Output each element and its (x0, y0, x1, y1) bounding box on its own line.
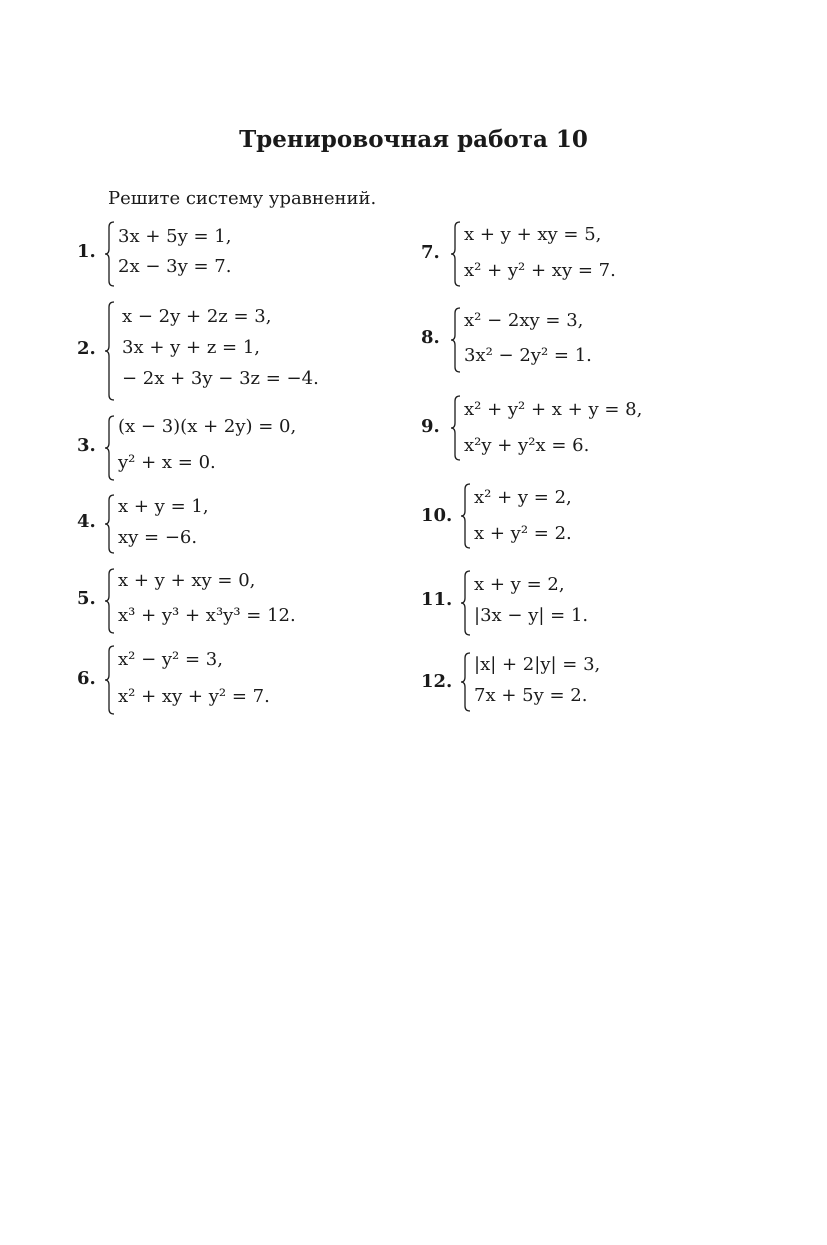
left-brace-icon (104, 221, 116, 287)
equation: x² + y² + x + y = 8, (464, 399, 643, 420)
equation: 7x + 5y = 2. (474, 685, 588, 706)
equation: x + y² = 2. (474, 523, 572, 544)
equation: x + y = 2, (474, 574, 565, 595)
equation: y² + x = 0. (118, 452, 216, 473)
problem-number: 4. (77, 511, 96, 532)
problem-number: 8. (421, 327, 440, 348)
equation: x² + y² + xy = 7. (464, 260, 616, 281)
problem-number: 9. (421, 416, 440, 437)
problem-number: 1. (77, 241, 96, 262)
instruction-text: Решите систему уравнений. (108, 188, 377, 209)
problem-number: 12. (421, 671, 453, 692)
left-brace-icon (104, 645, 116, 715)
left-brace-icon (104, 494, 116, 554)
equation: x² + xy + y² = 7. (118, 686, 270, 707)
left-brace-icon (460, 570, 472, 636)
equation: |3x − y| = 1. (474, 605, 589, 626)
equation: |x| + 2|y| = 3, (474, 654, 601, 675)
problem-number: 7. (421, 242, 440, 263)
problem-number: 11. (421, 589, 453, 610)
left-brace-icon (104, 415, 116, 481)
equation: 2x − 3y = 7. (118, 256, 232, 277)
equation: (x − 3)(x + 2y) = 0, (118, 416, 297, 437)
equation: xy = −6. (118, 527, 198, 548)
equation: x − 2y + 2z = 3, (122, 306, 272, 327)
problem-number: 3. (77, 435, 96, 456)
left-brace-icon (450, 395, 462, 461)
left-brace-icon (460, 652, 472, 712)
left-brace-icon (104, 568, 116, 634)
problem-number: 2. (77, 338, 96, 359)
problem-number: 10. (421, 505, 453, 526)
equation: 3x + 5y = 1, (118, 226, 232, 247)
equation: x + y + xy = 0, (118, 570, 256, 591)
equation: x² + y = 2, (474, 487, 572, 508)
equation: x² − 2xy = 3, (464, 310, 584, 331)
equation: x²y + y²x = 6. (464, 435, 590, 456)
page-title: Тренировочная работа 10 (239, 126, 588, 153)
equation: 3x + y + z = 1, (122, 337, 261, 358)
left-brace-icon (450, 221, 462, 287)
left-brace-icon (104, 301, 116, 401)
equation: x + y + xy = 5, (464, 224, 602, 245)
problem-number: 6. (77, 668, 96, 689)
equation: x + y = 1, (118, 496, 209, 517)
left-brace-icon (460, 483, 472, 549)
equation: 3x² − 2y² = 1. (464, 345, 592, 366)
problem-number: 5. (77, 588, 96, 609)
left-brace-icon (450, 307, 462, 373)
equation: − 2x + 3y − 3z = −4. (122, 368, 319, 389)
equation: x³ + y³ + x³y³ = 12. (118, 605, 296, 626)
equation: x² − y² = 3, (118, 649, 223, 670)
